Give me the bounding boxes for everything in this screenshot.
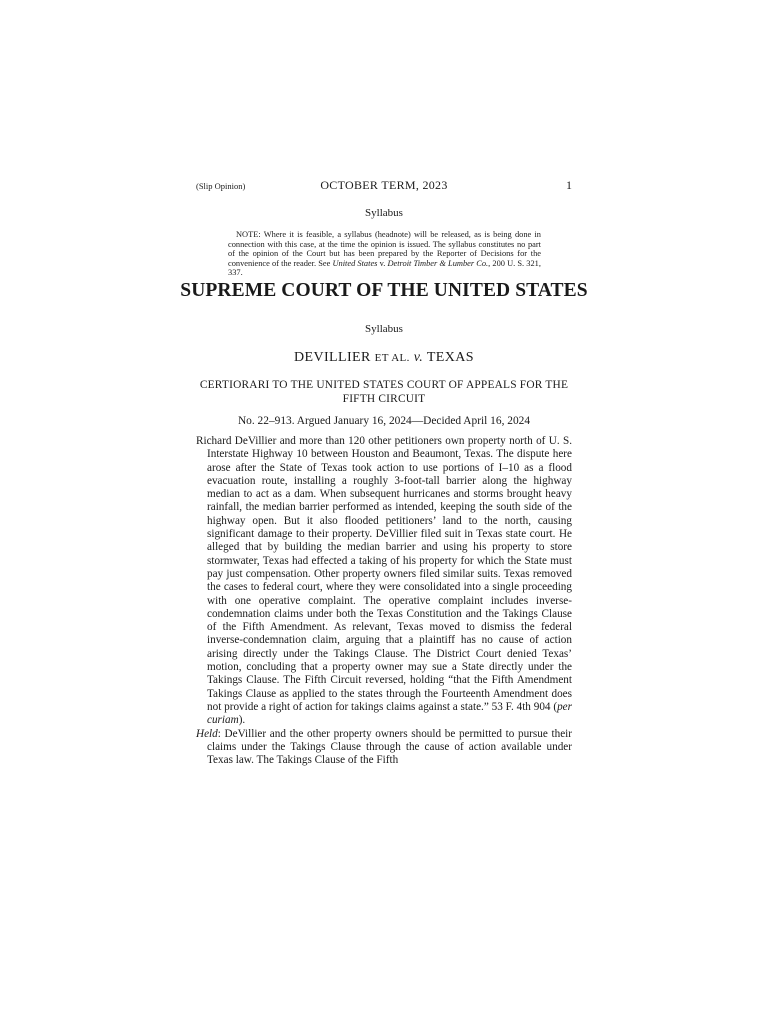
note-cite: , 200 U. S. 321, 337. (228, 258, 541, 278)
docket-line: No. 22–913. Argued January 16, 2024—Decided April 16, 2024 (237, 415, 531, 427)
term-heading: OCTOBER TERM, 2023 (320, 178, 448, 192)
page-number: 1 (566, 178, 572, 192)
case-caption (196, 350, 572, 366)
facts-tail: ). (238, 714, 246, 727)
held-paragraph (196, 728, 572, 768)
note-case-name-2: Detroit Timber & Lumber Co. (387, 258, 489, 268)
court-title: SUPREME COURT OF THE UNITED STATES (180, 280, 588, 301)
versus: v. (413, 350, 424, 365)
held-label: Held (196, 727, 218, 740)
note-v: v. (377, 258, 388, 268)
note-case-name: United States (332, 258, 378, 268)
facts-paragraph (196, 435, 572, 728)
respondent-name: TEXAS (426, 350, 474, 365)
note-lead: NOTE: Where it is feasible, a syllabus (headnote) will be released, as is being done in connection with this case, at the time the opinion is issued. The syllabus constitutes no part of the opinion of the Court but has been prepared by the Reporter of Decisions for the convenience of the reader. See (228, 230, 541, 268)
facts-text: Richard DeVillier and more than 120 other petitioners own property north of U. S. Interstate Highway 10 between Houston and Beaumont, Texas. The dispute here arose after the State of Texas took action to use portions of I–10 as a flood evacuation route, installing a roughly 3-foot-tall barrier along the highway median to act as a dam. When subsequent hurricanes and storms brought heavy rainfall, the median barrier performed as intended, keeping the south side of the highway open. But it also flooded petitioners’ land to the north, causing significant damage to their property. DeVillier filed suit in Texas state court. He alleged that by building the median barrier and using his property to store stormwater, Texas had effected a taking of his property for which the State must pay just compensation. Other property owners filed similar suits. Texas removed the cases to federal court, where they were consolidated into a single proceeding with one operative complaint. The operative complaint includes inverse-condemnation claims under both the Texas Constitution and the Takings Clause of the Fifth Amendment. As relevant, Texas moved to dismiss the federal inverse-condemnation claim, arguing that a plaintiff has no cause of action arising directly under the Takings Clause. The District Court denied Texas’ motion, concluding that a property owner may sue a State directly under the Takings Clause. The Fifth Circuit reversed, holding “that the Fifth Amendment Takings Clause as applied to the states through the Fourteenth Amendment does not provide a right of action for takings claims against a state.” 53 F. 4th 904 ( (196, 435, 572, 713)
reporter-note (228, 230, 541, 278)
held-text: : DeVillier and the other property owners should be permitted to pursue their claims under the Takings Clause through the cause of action available under Texas law. The Takings Clause of the Fifth (207, 727, 572, 767)
syllabus-label-top: Syllabus (365, 207, 403, 219)
syllabus-body (196, 435, 572, 767)
per-curiam: per curiam (207, 700, 572, 727)
running-head (196, 178, 572, 194)
slip-opinion-label: (Slip Opinion) (196, 181, 246, 191)
certiorari-heading: CERTIORARI TO THE UNITED STATES COURT OF APPEALS FOR THE FIFTH CIRCUIT (199, 379, 569, 405)
petitioner-name: DEVILLIER (294, 350, 371, 365)
syllabus-label-mid: Syllabus (365, 323, 403, 335)
et-al: ET AL. (374, 352, 410, 364)
